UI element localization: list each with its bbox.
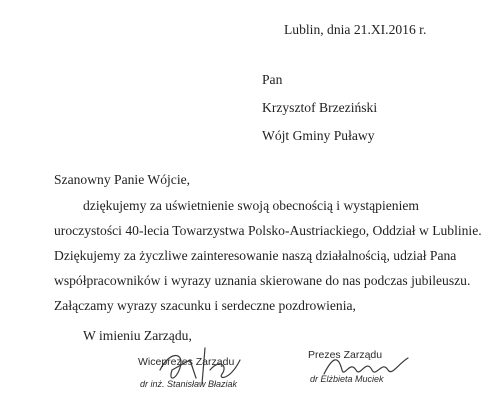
- body-line: dziękujemy za uświetnienie swoją obecnością i wystąpieniem: [83, 198, 419, 213]
- signature-name: dr inż. Stanisław Błaziak: [140, 379, 238, 389]
- closing-line: W imieniu Zarządu,: [83, 328, 192, 343]
- salutation: Szanowny Panie Wójcie,: [54, 172, 191, 187]
- recipient-title: Pan: [262, 72, 283, 87]
- signature-title: Wiceprezes Zarządu: [138, 356, 235, 368]
- body-line: Załączamy wyrazy szacunku i serdeczne pozdrowienia,: [54, 298, 356, 313]
- body-line: Dziękujemy za życzliwe zainteresowanie naszą działalnością, udział Pana: [54, 248, 457, 263]
- body-line: uroczystości 40-lecia Towarzystwa Polsko-Austriackiego, Oddział w Lublinie.: [54, 223, 482, 238]
- recipient-name: Krzysztof Brzeziński: [262, 100, 378, 115]
- signature-name: dr Elżbieta Muciek: [310, 374, 384, 384]
- body-line: współpracowników i wyrazy uznania skierowane do nas podczas jubileuszu.: [54, 273, 471, 288]
- recipient-position: Wójt Gminy Puławy: [262, 128, 375, 143]
- signature-title: Prezes Zarządu: [308, 349, 383, 361]
- letter-date: Lublin, dnia 21.XI.2016 r.: [284, 22, 427, 37]
